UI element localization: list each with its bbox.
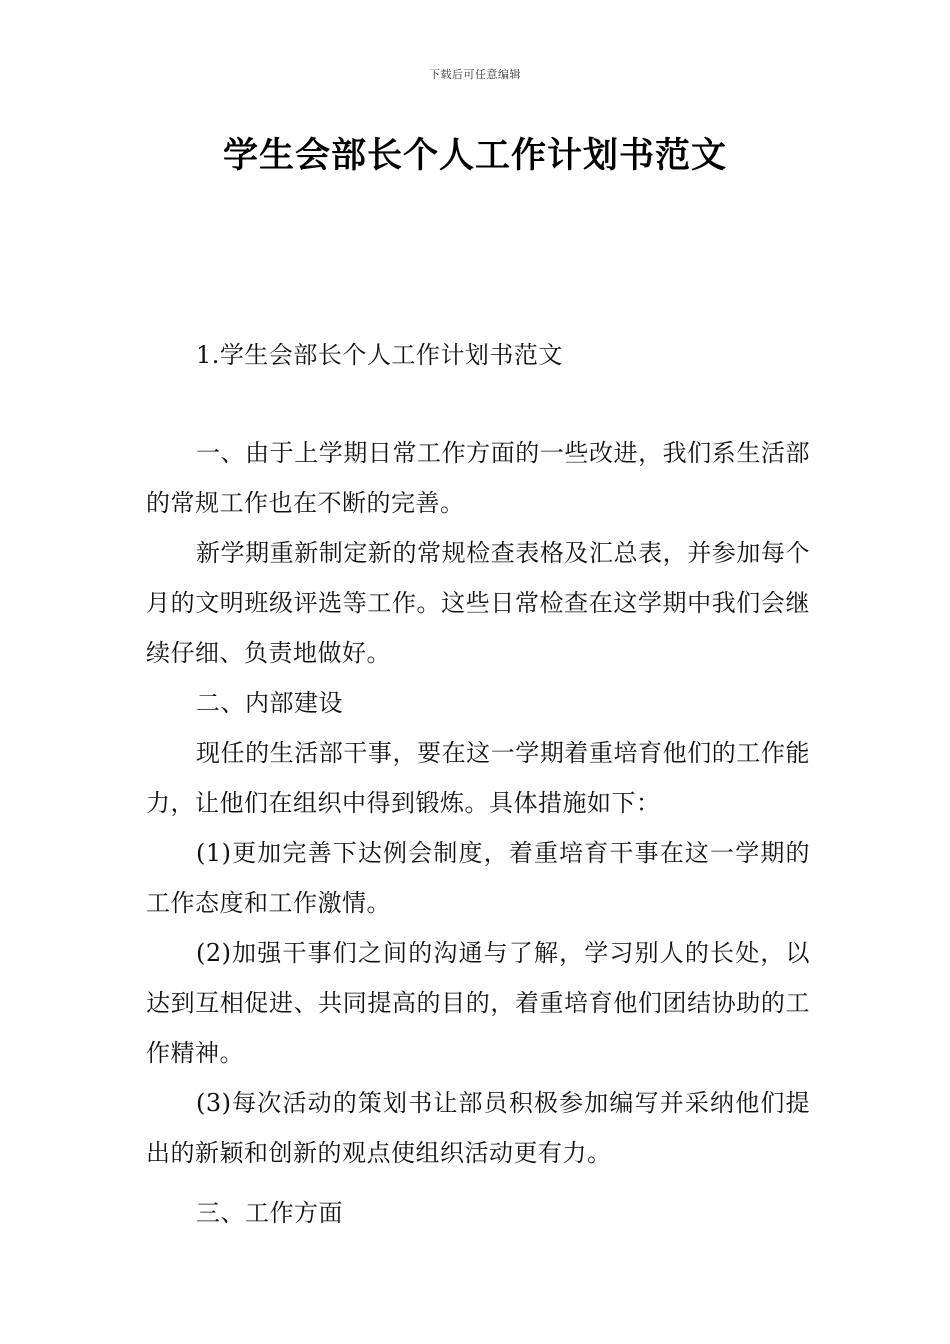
paragraph: 新学期重新制定新的常规检查表格及汇总表，并参加每个月的文明班级评选等工作。这些日常检查在这学期中我们会继续仔细、负责地做好。	[146, 539, 810, 667]
document-title: 学生会部长个人工作计划书范文	[222, 136, 727, 176]
list-item: (3)每次活动的策划书让部员积极参加编写并采纳他们提出的新颖和创新的观点使组织活动更有力。	[146, 1089, 810, 1167]
section-subtitle: 1.学生会部长个人工作计划书范文	[196, 341, 563, 369]
paragraph: 现任的生活部干事，要在这一学期着重培育他们的工作能力，让他们在组织中得到锻炼。具体措施如下：	[146, 739, 810, 817]
document-body	[146, 330, 810, 1238]
paragraph: 一、由于上学期日常工作方面的一些改进，我们系生活部的常规工作也在不断的完善。	[146, 439, 810, 517]
heading-work-aspects: 三、工作方面	[196, 1199, 343, 1227]
header-note: 下载后可任意编辑	[429, 68, 521, 81]
heading-internal-construction: 二、内部建设	[196, 689, 343, 717]
list-item: (2)加强干事们之间的沟通与了解，学习别人的长处，以达到互相促进、共同提高的目的，着重培育他们团结协助的工作精神。	[146, 939, 810, 1067]
list-item: (1)更加完善下达例会制度，着重培育干事在这一学期的工作态度和工作激情。	[146, 839, 810, 917]
